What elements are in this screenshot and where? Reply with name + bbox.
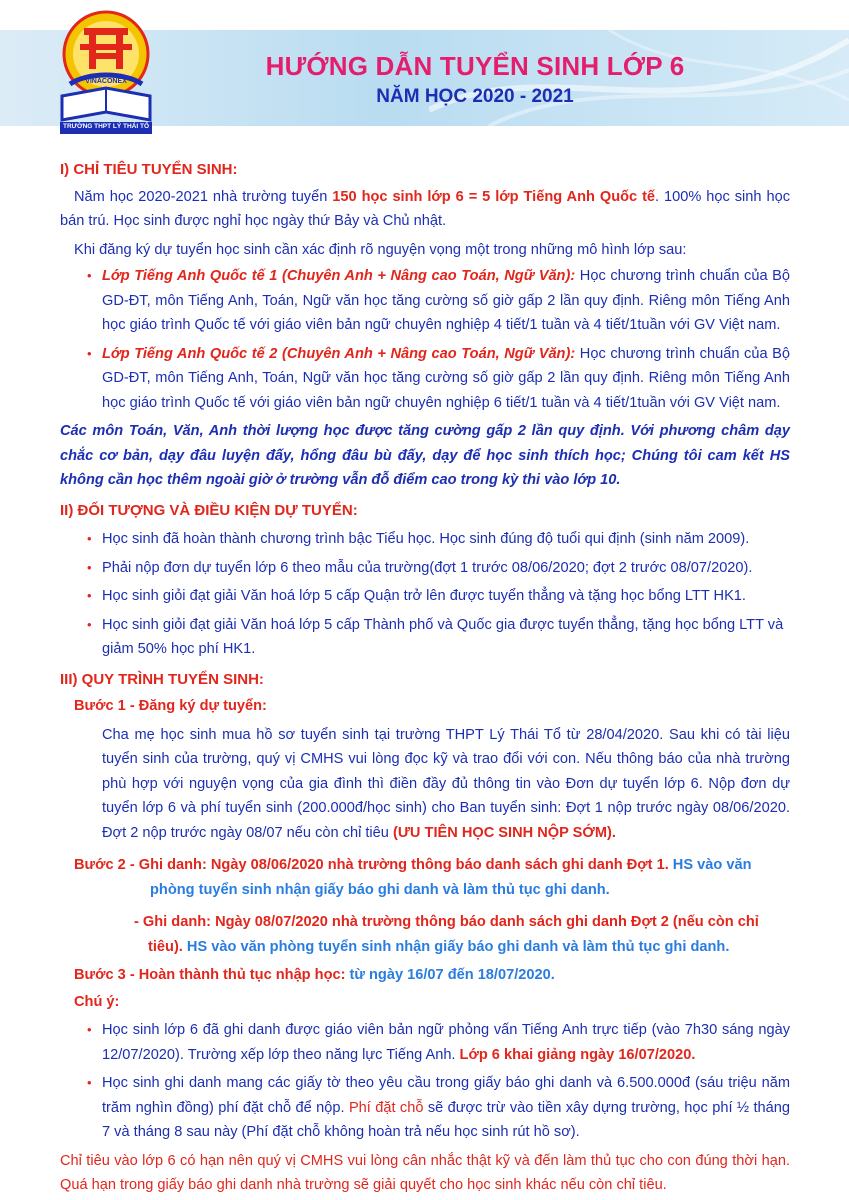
list-item [60,1071,790,1145]
eligibility-item: Phải nộp đơn dự tuyển lớp 6 theo mẫu của trường(đợt 1 trước 08/06/2020; đợt 2 trước 08/07/2020). [102,559,753,576]
closing-note: Chỉ tiêu vào lớp 6 có hạn nên quý vị CMHS vui lòng cân nhắc thật kỹ và đến làm thủ tục cho con đúng thời hạn. Quá hạn trong giấy báo ghi danh nhà trường sẽ giải quyết cho học sinh khác nếu còn chỉ tiêu. [60,1152,790,1193]
section-2-heading: II) ĐỐI TƯỢNG VÀ ĐIỀU KIỆN DỰ TUYỂN: [60,501,358,519]
commitment-statement: Các môn Toán, Văn, Anh thời lượng học được tăng cường gấp 2 lần quy định. Với phương châm dạy chắc cơ bản, dạy đâu luyện đấy, hổng đâu bù đấy, dạy để học sinh thích học; Chúng tôi cam kết HS không cần học thêm ngoài giờ ở trường vẫn đỗ điểm cao trong kỳ thi vào lớp 10. [60,423,790,488]
step-2 [60,853,790,902]
note-1-emphasis: Lớp 6 khai giảng ngày 16/07/2020. [459,1046,696,1063]
list-item [60,584,790,609]
page-title: HƯỚNG DẪN TUYỂN SINH LỚP 6 [265,51,685,81]
notes-list [60,1018,790,1145]
class-model-1-text: Học chương trình chuẩn của Bộ GD-ĐT, môn Tiếng Anh, Toán, Ngữ văn học tăng cường số giờ gấp 2 lần quy định. Riêng môn Tiếng Anh học giáo trình Quốc tế với giáo viên bản ngữ chuyên nghiệp 4 tiết/1 tuần và 4 tiết/1tuần với GV Việt nam. [102,268,790,333]
list-item [60,556,790,581]
step-1-body [60,723,790,846]
list-item [60,342,790,416]
step-1-emphasis: (ƯU TIÊN HỌC SINH NỘP SỚM). [392,824,616,841]
list-item [60,264,790,338]
section-1-intro [60,185,790,234]
bullet-icon: • [87,345,92,361]
logo-brand-text: VINACONEX [85,78,127,85]
bullet-icon: • [87,531,92,546]
section-1-model-intro: Khi đăng ký dự tuyển học sinh cần xác định rõ nguyện vọng một trong những mô hình lớp sau: [74,241,687,258]
document-body [60,158,790,1198]
school-logo [58,8,154,140]
bullet-icon: • [87,588,92,603]
bullet-icon: • [87,559,92,575]
bullet-icon: • [87,616,92,632]
bullet-icon: • [87,1022,92,1037]
step-2-round-2-title: - Ghi danh: Ngày 08/07/2020 nhà trường thông báo danh sách ghi danh Đợt 2 (nếu còn chỉ tiêu). [134,914,759,955]
list-item [60,613,790,662]
step-1-title: Bước 1 - Đăng ký dự tuyển: [74,698,267,714]
eligibility-item: Học sinh đã hoàn thành chương trình bậc Tiểu học. Học sinh đúng độ tuổi qui định (sinh năm 2009). [102,531,750,547]
bullet-icon: • [87,268,92,283]
section-1-heading: I) CHỈ TIÊU TUYỂN SINH: [60,161,238,178]
class-model-1-title: Lớp Tiếng Anh Quốc tế 1 (Chuyên Anh + Nâng cao Toán, Ngữ Văn): [102,268,576,284]
eligibility-list [60,527,790,662]
section-3-heading: III) QUY TRÌNH TUYỂN SINH: [60,670,264,688]
step-2-round-2 [60,910,790,959]
eligibility-item: Học sinh giỏi đạt giải Văn hoá lớp 5 cấp Quận trở lên được tuyển thẳng và tặng học bổng LTT HK1. [102,588,746,604]
step-2-title: Bước 2 - Ghi danh: Ngày 08/06/2020 nhà trường thông báo danh sách ghi danh Đợt 1. [74,857,669,873]
list-item [60,1018,790,1067]
class-model-2-text: Học chương trình chuẩn của Bộ GD-ĐT, môn Tiếng Anh, Toán, Ngữ văn học tăng cường số giờ gấp 2 lần quy định. Riêng môn Tiếng Anh học giáo trình Quốc tế với giáo viên bản ngữ chuyên nghiệp 6 tiết/1 tuần và 4 tiết/1tuần với GV Việt nam. [102,345,790,411]
step-3 [60,963,790,988]
logo-school-text: TRƯỜNG THPT LÝ THÁI TỔ [62,123,150,130]
intro-emphasis: 150 học sinh lớp 6 = 5 lớp Tiếng Anh Quốc tế [332,188,656,205]
step-3-text: từ ngày 16/07 đến 18/07/2020. [345,967,555,983]
note-2-text-end: sẽ được trừ vào tiền xây dựng trường, học phí ½ tháng 7 và tháng 8 sau này (Phí đặt chỗ không hoàn trả nếu học sinh rút hồ sơ). [102,1099,790,1140]
step-1-text: Cha mẹ học sinh mua hồ sơ tuyển sinh tại trường THPT Lý Thái Tổ từ 28/04/2020. Sau khi có tài liệu tuyển sinh của trường, quý vị CMHS vui lòng đọc kỹ và trao đổi với con. Nếu thông báo của nhà trường phù hợp với nguyện vọng của gia đình thì điền đầy đủ thông tin vào Đơn dự tuyển lớp 6. Nộp đơn dự tuyển lớp 6 và phí tuyển sinh (200.000đ/học sinh) cho Ban tuyển sinh: Đợt 1 nộp trước ngày 08/06/2020. Đợt 2 nộp trước ngày 08/07 nếu còn chỉ tiêu [102,726,790,841]
note-2-text: Học sinh ghi danh mang các giấy tờ theo yêu cầu trong giấy báo ghi danh và 6.500.000đ (sáu triệu năm trăm nghìn đồng) phí đặt chỗ để nộp. [102,1075,790,1116]
step-2-text: HS vào văn phòng tuyển sinh nhận giấy báo ghi danh và làm thủ tục ghi danh. [150,857,752,898]
page-subtitle: NĂM HỌC 2020 - 2021 [376,86,574,107]
bullet-icon: • [87,1075,92,1090]
intro-text: Năm học 2020-2021 nhà trường tuyển [74,188,333,205]
intro-text-end: . 100% học sinh học bán trú. Học sinh được nghỉ học ngày thứ Bảy và Chủ nhật. [60,188,790,229]
note-2-emphasis: Phí đặt chỗ [348,1099,424,1116]
eligibility-item: Học sinh giỏi đạt giải Văn hoá lớp 5 cấp Thành phố và Quốc gia được tuyển thẳng, tặng học bổng LTT và giảm 50% học phí HK1. [102,616,784,657]
step-2-round-2-text: HS vào văn phòng tuyển sinh nhận giấy báo ghi danh và làm thủ tục ghi danh. [182,938,730,955]
step-3-title: Bước 3 - Hoàn thành thủ tục nhập học: [74,967,346,983]
note-title: Chú ý: [74,993,120,1010]
list-item [60,527,790,552]
note-1-text: Học sinh lớp 6 đã ghi danh được giáo viên bản ngữ phỏng vấn Tiếng Anh trực tiếp (vào 7h30 sáng ngày 12/07/2020). Trường xếp lớp theo năng lực Tiếng Anh. [102,1022,790,1063]
class-model-list [60,264,790,415]
class-model-2-title: Lớp Tiếng Anh Quốc tế 2 (Chuyên Anh + Nâng cao Toán, Ngữ Văn): [102,345,576,362]
